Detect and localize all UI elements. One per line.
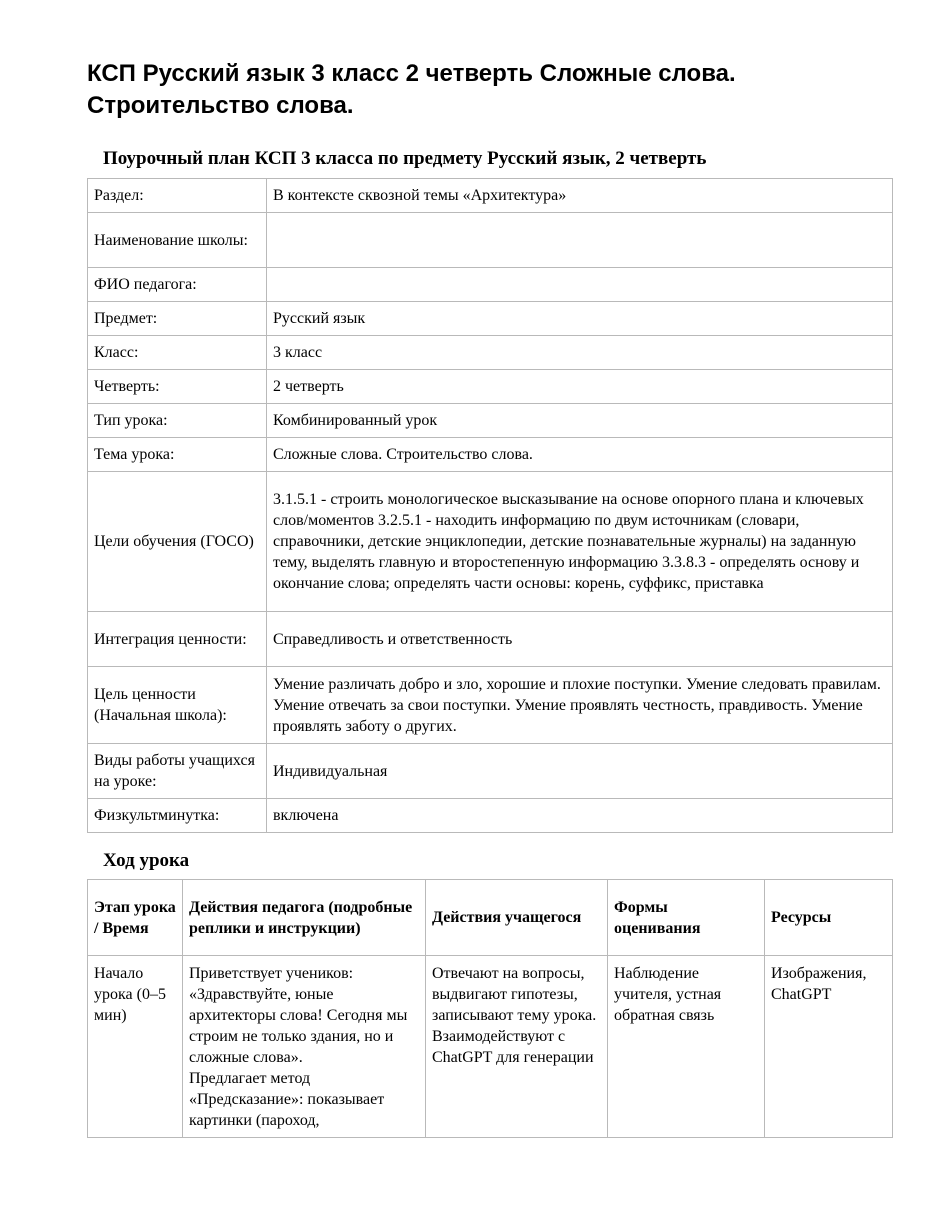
info-label: Тема урока: [88,438,267,472]
info-row-grade [88,336,893,370]
info-label: Физкультминутка: [88,799,267,833]
info-label: Тип урока: [88,404,267,438]
lesson-table-header-row [88,880,893,956]
info-row-subject [88,302,893,336]
column-header-resources: Ресурсы [765,880,893,956]
info-label: Предмет: [88,302,267,336]
info-value: Комбинированный урок [267,404,893,438]
info-value: 3 класс [267,336,893,370]
column-header-student-actions: Действия учащегося [426,880,608,956]
info-value: 2 четверть [267,370,893,404]
info-row-learning-goals [88,472,893,612]
lesson-table-row [88,956,893,1138]
resources-cell: Изображения, ChatGPT [765,956,893,1138]
info-label: Класс: [88,336,267,370]
document-page [87,58,893,1138]
info-row-school [88,213,893,268]
student-actions-cell: Отвечают на вопросы, выдвигают гипотезы, записывают тему урока. Взаимодействуют с ChatGPT для генерации [426,956,608,1138]
info-row-section [88,179,893,213]
info-value: Индивидуальная [267,744,893,799]
info-row-topic [88,438,893,472]
info-row-physical-break [88,799,893,833]
info-value: Умение различать добро и зло, хорошие и плохие поступки. Умение следовать правилам. Умение отвечать за свои поступки. Умение проявлять честность, правдивость. Умение проявлять заботу о других. [267,667,893,744]
info-row-value-integration [88,612,893,667]
lesson-info-table [87,178,893,833]
info-label: Цели обучения (ГОСО) [88,472,267,612]
info-value: 3.1.5.1 - строить монологическое высказывание на основе опорного плана и ключевых слов/моментов 3.2.5.1 - находить информацию по двум источникам (словари, справочники, детские энциклопедии, детские познавательные журналы) на заданную тему, выделять главную и второстепенную информацию 3.3.8.3 - определять основу и окончание слова; определять части основы: корень, суффикс, приставка [267,472,893,612]
info-label: ФИО педагога: [88,268,267,302]
info-value: Сложные слова. Строительство слова. [267,438,893,472]
lesson-progress-table [87,879,893,1138]
info-value: Справедливость и ответственность [267,612,893,667]
assessment-cell: Наблюдение учителя, устная обратная связь [608,956,765,1138]
stage-cell: Начало урока (0–5 мин) [88,956,183,1138]
info-row-teacher [88,268,893,302]
info-row-work-types [88,744,893,799]
lesson-progress-heading: Ход урока [103,850,190,871]
info-value: включена [267,799,893,833]
info-label: Интеграция ценности: [88,612,267,667]
info-label: Четверть: [88,370,267,404]
teacher-actions-cell: Приветствует учеников: «Здравствуйте, юные архитекторы слова! Сегодня мы строим не только здания, но и сложные слова». Предлагает метод «Предсказание»: показывает картинки (пароход, [183,956,426,1138]
column-header-assessment: Формы оценивания [608,880,765,956]
info-label: Виды работы учащихся на уроке: [88,744,267,799]
info-row-quarter [88,370,893,404]
info-value [267,213,893,268]
info-label: Цель ценности (Начальная школа): [88,667,267,744]
column-header-stage: Этап урока / Время [88,880,183,956]
document-title: КСП Русский язык 3 класс 2 четверть Сложные слова. Строительство слова. [87,60,736,119]
info-row-lesson-type [88,404,893,438]
column-header-teacher-actions: Действия педагога (подробные реплики и инструкции) [183,880,426,956]
info-row-value-goal [88,667,893,744]
info-value: Русский язык [267,302,893,336]
info-value: В контексте сквозной темы «Архитектура» [267,179,893,213]
plan-heading: Поурочный план КСП 3 класса по предмету Русский язык, 2 четверть [103,148,707,169]
info-value [267,268,893,302]
info-label: Наименование школы: [88,213,267,268]
info-label: Раздел: [88,179,267,213]
